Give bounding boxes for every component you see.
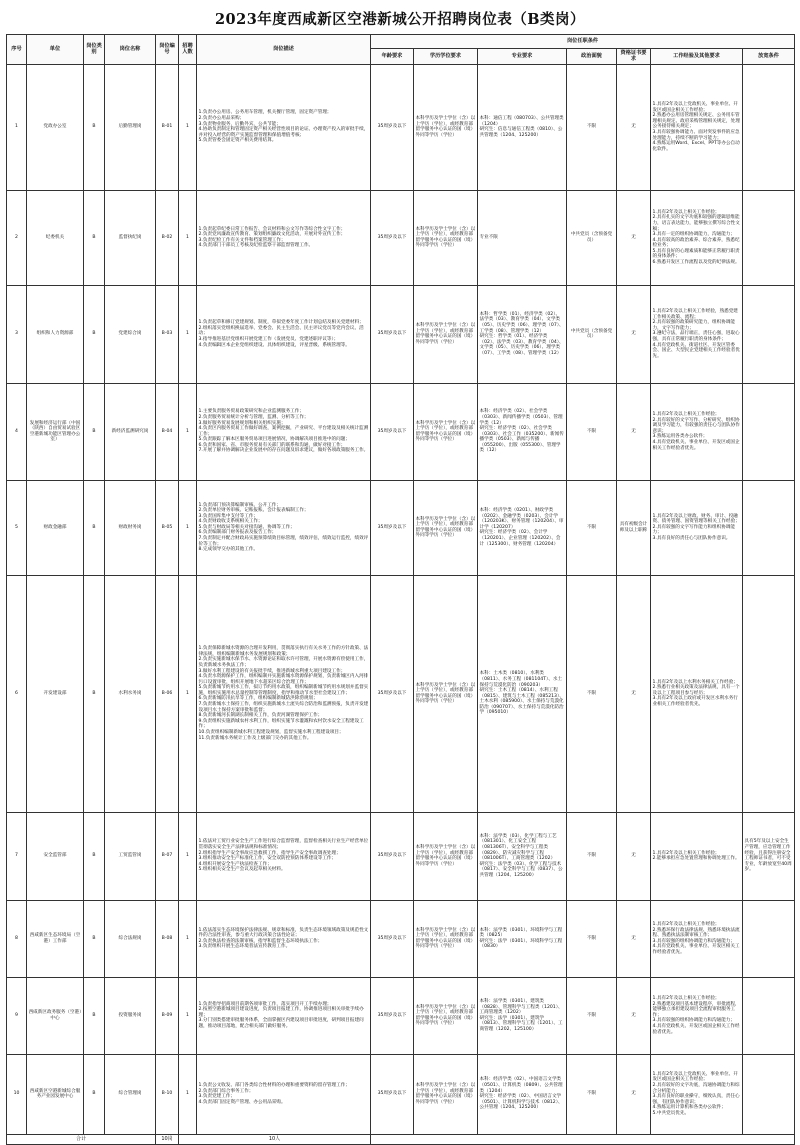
row-count: 1 — [179, 285, 197, 383]
row-desc: 1.负责办公用房、公务用车管理，机关餐厅管理，固定资产管理； 2.负责办公用品采购； 3.负责物业服务，后勤外宾，公共节能； 4.协助负责制定和管理固定资产相关经营性项目的论证、办理资产投入的审批手续，并对投入经营的资产实施监督管理和保值增值考核； 5.负责管委会固定资产相关费用结算。 — [197, 64, 371, 190]
row-count: 1 — [179, 64, 197, 190]
row-age: 35周岁及以下 — [371, 285, 414, 383]
row-seq: 5 — [7, 480, 27, 575]
row-seq: 6 — [7, 575, 27, 812]
header-unit: 单位 — [27, 35, 84, 65]
row-desc: 1.负责公文收发、部门各类综合性材料的办理和重要资料的留存管理工作； 2.负责部门综合事务工作； 3.负责党建工作； 4.负责部门固定资产管理、办公用品采购。 — [197, 1054, 371, 1134]
row-cert: 无 — [617, 64, 651, 190]
row-edu: 本科学历及学士学位（含）以上学历（学位），或经教育部留学服务中心认证的国（境）外同等学历（学位） — [414, 812, 478, 900]
row-major: 专业不限 — [478, 190, 567, 285]
row-count: 1 — [179, 1054, 197, 1134]
row-political: 不限 — [567, 64, 617, 190]
row-post-name: 综合管理岗 — [105, 1054, 156, 1134]
row-major: 本科：法学类（03）、化学工程与工艺（081301）、化工安全工程（081306T）、安全科学与工程类（0829）、防灾减灾科学与工程（081006T）、工商管理类（1202） 研究生：法学类（03）、化学工程与技术（0817）、安全科学与工程（0837）、公共管理（1204、125200） — [478, 812, 567, 900]
row-post-code: B-05 — [156, 480, 179, 575]
row-count: 1 — [179, 977, 197, 1054]
table-row — [7, 900, 795, 977]
row-political: 不限 — [567, 1054, 617, 1134]
row-age: 35周岁及以下 — [371, 900, 414, 977]
row-seq: 7 — [7, 812, 27, 900]
total-people: 10人 — [179, 1134, 371, 1144]
row-remark — [743, 190, 795, 285]
row-major: 本科：土木类（0810）、水利类（0811）、水务工程（081104T）、水土保持与荒漠化防治（090203） 研究生：土木工程（0814）、水利工程（0815）、建筑与土木工程（085213）、土木水利（085900）、水土保持与荒漠化防治（090707）、水土保持与荒漠化防治学（095010） — [478, 575, 567, 812]
row-exp: 1.具有2年及以上相关工作经验； 2.能够承担应急处置管理和协调处理工作。 — [651, 812, 743, 900]
row-political: 不限 — [567, 383, 617, 480]
table-row — [7, 383, 795, 480]
header-major: 专业要求 — [478, 49, 567, 65]
row-age: 35周岁及以下 — [371, 190, 414, 285]
table-row — [7, 480, 795, 575]
row-age: 35周岁及以下 — [371, 977, 414, 1054]
row-political: 中共党员（含预备党员） — [567, 190, 617, 285]
row-seq: 1 — [7, 64, 27, 190]
row-post-code: B-07 — [156, 812, 179, 900]
row-age: 35周岁及以下 — [371, 480, 414, 575]
row-remark — [743, 1054, 795, 1134]
row-desc: 1.负责保障新城水资源的合理开发利用，贯彻落实执行有关水务工作的方针政策、法律法规，组织编制新城水务发展规划和政策； 2.负责实施新城水保节水、水资源论证和取水许可管理，开展水资源有偿使用工作，负责新城水务执法工作； 3.做好水利工程建设的有关报批手续，推进新城水利重大项目建设工作； 4.负责水资源保护工作，组织编制并实施新城水资源保护规划，负责新城区内入河排污口设置审批，组织开展地下水超采区综合治理工作； 5.负责新城节约用水工作，拟订节约用水政策，组织编制新城节约用水规划并监督实施，组织实施用水总量控制等管理制度，指导和推动节水型社会建设工作； 6.负责新城防汛抗旱等工作，组织编制新城防洪除涝规划； 7.负责新城水土保持工作，组织实施新城水土流失综合防治和监测预报，负责开发建设项目水土保持方案审批和监督； 8.负责新城河长制湖长制相关工作，负责河湖管理保护工作； 9.负责组织实施新城农村水利工作，组织实施节水灌溉和农村饮水安全工程建设工作； 10.负责组织编制新城水利工程建设规划，监督实施水利工程建设项目； 11.负责新城水务统计工作及上级部门交办的其他工作。 — [197, 575, 371, 812]
row-major: 本科：哲学类（01）、经济学类（02）、法学类（03）、教育学类（04）、文学类（05）、历史学类（06）、理学类（07）、工学类（08）、管理学类（12） 研究生：哲学类（01）、经济学类（02）、法学类（03）、教育学类（04）、文学类（05）、历史学类（06）、理学类（07）、工学类（08）、管理学类（12） — [478, 285, 567, 383]
row-post-code: B-04 — [156, 383, 179, 480]
row-exp: 1.具有2年及以上党政机关、事业单位、开发区或国企相关工作经验； 2.熟悉办公用房管理相关规定、公务用车管理相关规定、政府采购管理相关规定，处理公务接待相关规定； 3.具有较强协调能力、面对突发事件的应急处理能力，持续不断的学习能力； 4.熟练运用Word、Excel、PPT等办公自动化软件。 — [651, 64, 743, 190]
row-category: B — [84, 1054, 105, 1134]
row-exp: 1.具有2年及以上相关工作经验； 2.具有扎实的文字功底和较强的逻辑思维能力，语言表达能力，能够独立撰写综合性文稿； 3.具有一定的组织协调能力，沟通能力； 4.具有较高的政治素养、综合素养，熟悉纪检业务； 5.具有良好的心理素质和能够正常履行职责的身体条件； 6.熟悉开发区工作流程以及党的纪律法规。 — [651, 190, 743, 285]
row-remark — [743, 64, 795, 190]
header-desc: 岗位描述 — [197, 35, 371, 65]
row-unit: 组织和人力资源部 — [27, 285, 84, 383]
row-category: B — [84, 64, 105, 190]
row-post-code: B-10 — [156, 1054, 179, 1134]
row-age: 35周岁及以下 — [371, 1054, 414, 1134]
row-post-name: 新经济监测研究岗 — [105, 383, 156, 480]
row-count: 1 — [179, 812, 197, 900]
row-exp: 1.具有2年及以上水利水务相关工作经验； 2.熟悉行业相关政策及法律法规，具有一个及以上工程项目参与经历； 3.具有2年及以上政府或开发区水利水务行业相关工作经验者优先。 — [651, 575, 743, 812]
header-conditions: 岗位任职条件 — [371, 35, 795, 49]
row-unit: 发展和经济运行部（中国（陕西）自由贸易试验区空港新城功能区管理办公室） — [27, 383, 84, 480]
row-post-name: 监督执纪岗 — [105, 190, 156, 285]
row-seq: 2 — [7, 190, 27, 285]
table-row — [7, 190, 795, 285]
table-row — [7, 285, 795, 383]
total-posts: 10岗 — [156, 1134, 179, 1144]
row-desc: 1.主要负责服务贸易政策研究和企业监测服务工作； 2.负责服务贸易统计分析与管理，监测、分析等工作； 3.做好服务贸易发展规划和相关组织实施； 4.负责区内服务贸易工作做好调查，案例挖掘，产业研究、平台建设及相关统计监测工作； 5.负责跟踪了解本区服务贸易项目进展情况，协调解决项目推进中的问题； 6.负责和国家、省、市服务贸易有关部门的联系和沟通，做好对接工作； 7.开展了解并协调解决企业发展中的存在问题及诉求建议，做好各项政策服务工作。 — [197, 383, 371, 480]
header-edu: 学历学位要求 — [414, 49, 478, 65]
row-category: B — [84, 812, 105, 900]
row-cert: 无 — [617, 383, 651, 480]
row-edu: 本科学历及学士学位（含）以上学历（学位），或经教育部留学服务中心认证的国（境）外同等学历（学位） — [414, 977, 478, 1054]
row-political: 不限 — [567, 977, 617, 1054]
row-category: B — [84, 480, 105, 575]
row-count: 1 — [179, 575, 197, 812]
row-exp: 1.具有2年及以上财政、财务、审计、投融资、债务管理、国资管理等相关工作经验； 2.具有较强的文字写作能力和组织协调能力； 3.具有良好的责任心与团队协作意识。 — [651, 480, 743, 575]
row-age: 35周岁及以下 — [371, 383, 414, 480]
header-political: 政治面貌 — [567, 49, 617, 65]
header-count: 招聘人数 — [179, 35, 197, 65]
row-cert: 无 — [617, 190, 651, 285]
row-remark — [743, 480, 795, 575]
row-seq: 4 — [7, 383, 27, 480]
row-category: B — [84, 190, 105, 285]
row-post-code: B-09 — [156, 977, 179, 1054]
table-row — [7, 64, 795, 190]
row-desc: 1.负责起草和修订党建规划、制度，草拟党委年度工作计划总结及相关党建材料； 2.组织落实党组织换届选举、党委会、民主生活会、民主评议党员等党内会议、活动； 3.指导推进基层党组织开展党建工作（发展党员、党建述职评议等）； 4.负责编辑区本企业党组织建设、具体组织建设，评星晋级、系统管理等。 — [197, 285, 371, 383]
row-edu: 本科学历及学士学位（含）以上学历（学位），或经教育部留学服务中心认证的国（境）外同等学历（学位） — [414, 285, 478, 383]
row-remark — [743, 383, 795, 480]
row-edu: 本科学历及学士学位（含）以上学历（学位），或经教育部留学服务中心认证的国（境）外同等学历（学位） — [414, 383, 478, 480]
row-major: 本科：法学类（0301）、建筑类（0828）、管理科学与工程类（1201）、工商管理类（1202） 研究生：法学（0301）、建筑学（0813）、管理科学与工程（1201）、工商管理（1202、125100） — [478, 977, 567, 1054]
row-count: 1 — [179, 190, 197, 285]
row-edu: 本科学历及学士学位（含）以上学历（学位），或经教育部留学服务中心认证的国（境）外同等学历（学位） — [414, 64, 478, 190]
row-post-name: 投资服务岗 — [105, 977, 156, 1054]
row-seq: 10 — [7, 1054, 27, 1134]
row-exp: 1.具有2年及以上相关工作经验； 2.具有较好的文字写作、分析研究、组织协调及学习能力，有较强的责任心与团队协作意识； 3.熟练运用各类办公软件； 4.具有党政机关、事业单位、开发区或国企相关工作经验者优先。 — [651, 383, 743, 480]
row-cert: 无 — [617, 285, 651, 383]
row-remark — [743, 575, 795, 812]
table-row — [7, 812, 795, 900]
row-desc: 1.依法对工贸行业安全生产工作进行综合监督管理，监督检查相关行业生产经营单位贯彻落实安全生产法律法规和标准情况； 2.组织指导生产安全事故应急救援工作，指导生产安全事故调查处理； 3.组织推动安全生产标准化工作，安全双防控预防体系建设等工作； 4.组织开展安全生产执法检查工作； 5.组织相关安全生产会议及起草相关材料。 — [197, 812, 371, 900]
row-category: B — [84, 575, 105, 812]
row-major: 本科：通信工程（080703）、公共管理类（1204） 研究生：信息与通信工程类（0810）、公共管理类（1204、125200） — [478, 64, 567, 190]
row-major: 本科：经济学类（02）、社会学类（0303）、新闻传播学类（0503）、管理学类（12） 研究生：经济学类（02）、社会学类（0303）、社会工作（035200）、新闻传播学类（0503）、新闻与传播（055200）、出版（055300）、管理学类（12） — [478, 383, 567, 480]
row-post-code: B-08 — [156, 900, 179, 977]
row-seq: 9 — [7, 977, 27, 1054]
page-title: 2023年度西咸新区空港新城公开招聘岗位表（B类岗） — [214, 11, 586, 28]
header-cert: 资格证书要求 — [617, 49, 651, 65]
header-post-name: 岗位名称 — [105, 35, 156, 65]
row-seq: 3 — [7, 285, 27, 383]
row-unit: 西咸新区空港新城综合服务产业园发展中心 — [27, 1054, 84, 1134]
table-body — [7, 64, 795, 1134]
row-exp: 1.具有2年及以上相关工作经验； 2.熟悉建设项目基本建设程序，审批流程，能够独立承担建设项目全流程审批服务工作； 3.具有较强的组织协调能力和沟通能力； 4.具有党政机关、开发区或国企相关工作经验者优先。 — [651, 977, 743, 1054]
row-exp: 1.具有2年及以上相关工作经验，熟悉党建工作相关政策、流程； 2.具有较强的政策研究能力，组织协调能力，文字写作能力； 3.遵纪守法，品行端正，责任心强，进取心强，具有正常履行职责的身体条件； 4.具有党政机关、街道社区、开发区管委会、国企、大型民企党建相关工作经验者优先。 — [651, 285, 743, 383]
row-cert: 无 — [617, 575, 651, 812]
row-major: 本科：经济学类（02）、中国语言文学类（0501）、计算机类（0809）、公共管理类（1204） 研究生：经济学类（02）、中国语言文学（0501）、计算机科学与技术（0812）、公共管理（1204、125200） — [478, 1054, 567, 1134]
row-post-name: 水利水务岗 — [105, 575, 156, 812]
row-edu: 本科学历及学士学位（含）以上学历（学位），或经教育部留学服务中心认证的国（境）外同等学历（学位） — [414, 900, 478, 977]
row-desc: 1.负责起草纪委日常工作报告、会议材料和公文写作等综合性文字工作； 2.负责党风廉政宣传教育、策划组织廉政文化活动，开展对外宣传工作； 3.负责纪检工作有关文件和档案管理工作； 4.负责部门干部员工考核及纪检监察干部监督管理工作。 — [197, 190, 371, 285]
row-count: 1 — [179, 900, 197, 977]
row-unit: 西咸新区生态环境局（空港）工作部 — [27, 900, 84, 977]
row-cert: 无 — [617, 900, 651, 977]
row-age: 35周岁及以下 — [371, 812, 414, 900]
row-remark: 具有5年及以上安全生产管理，应急管理工作经验，且获得注册安全工程师证书者，可不受专业，年龄放宽至40周岁。 — [743, 812, 795, 900]
row-political: 不限 — [567, 812, 617, 900]
row-cert: 无 — [617, 812, 651, 900]
row-seq: 8 — [7, 900, 27, 977]
header-remark: 放宽条件 — [743, 49, 795, 65]
row-age: 35周岁及以下 — [371, 575, 414, 812]
row-remark — [743, 900, 795, 977]
row-major: 本科：经济学类（0201）、财政学类（0202）、金融学类（0203）、会计学（120203K）、财务管理（120204）、审计学（120207） 研究生：经济学类（02）、会计学（120201）、企业管理（120202）、会计（125300）、财务管理（120204） — [478, 480, 567, 575]
row-unit: 党政办公室 — [27, 64, 84, 190]
row-post-name: 后勤管理岗 — [105, 64, 156, 190]
row-unit: 安全监管部 — [27, 812, 84, 900]
table-row — [7, 1054, 795, 1134]
row-category: B — [84, 977, 105, 1054]
row-post-name: 党建综合岗 — [105, 285, 156, 383]
row-post-name: 综合法规岗 — [105, 900, 156, 977]
row-major: 本科：法学类（0301）、环境科学与工程类（0825） 研究生：法学（0301）、环境科学与工程（0830） — [478, 900, 567, 977]
row-edu: 本科学历及学士学位（含）以上学历（学位），或经教育部留学服务中心认证的国（境）外同等学历（学位） — [414, 1054, 478, 1134]
header-seq: 序号 — [7, 35, 27, 65]
row-exp: 1.具有2年及以上相关工作经验； 2.熟悉环保行政法律法规、熟悉环境执法流程、熟悉执法法制审核工作； 3.具有较强的组织协调能力和沟通能力； 4.具有党政机关、事业单位、开发区相关工作经验者优先。 — [651, 900, 743, 977]
row-post-name: 财政财务岗 — [105, 480, 156, 575]
row-edu: 本科学历及学士学位（含）以上学历（学位），或经教育部留学服务中心认证的国（境）外同等学历（学位） — [414, 575, 478, 812]
recruitment-table — [6, 34, 795, 1145]
row-category: B — [84, 383, 105, 480]
row-category: B — [84, 285, 105, 383]
table-row — [7, 575, 795, 812]
total-blank — [371, 1134, 795, 1144]
row-political: 不限 — [567, 480, 617, 575]
row-age: 35周岁及以下 — [371, 64, 414, 190]
row-post-code: B-06 — [156, 575, 179, 812]
row-exp: 1.具有2年及以上党政机关、事业单位、开发区或国企相关工作经验； 2.具有较好的文字功底，沟通协调能力和综合分析能力； 3.具有良好的职业操守，细致认真，责任心强，有团队协作意识； 4.熟练运用计算机和各类办公软件； 5.中共党员优先。 — [651, 1054, 743, 1134]
row-post-code: B-02 — [156, 190, 179, 285]
row-post-code: B-01 — [156, 64, 179, 190]
header-age: 年龄要求 — [371, 49, 414, 65]
total-label: 合计 — [7, 1134, 156, 1144]
row-political: 中共党员（含预备党员） — [567, 285, 617, 383]
header-category: 岗位类别 — [84, 35, 105, 65]
table-row — [7, 977, 795, 1054]
row-cert: 具有初级会计师及以上职称 — [617, 480, 651, 575]
row-count: 1 — [179, 480, 197, 575]
row-post-name: 工贸监管岗 — [105, 812, 156, 900]
row-cert: 无 — [617, 977, 651, 1054]
header-exp: 工作经验及其他要求 — [651, 49, 743, 65]
total-row — [7, 1134, 795, 1144]
row-remark — [743, 977, 795, 1054]
row-political: 不限 — [567, 575, 617, 812]
row-edu: 本科学历及学士学位（含）以上学历（学位），或经教育部留学服务中心认证的国（境）外同等学历（学位） — [414, 190, 478, 285]
row-count: 1 — [179, 383, 197, 480]
row-category: B — [84, 900, 105, 977]
row-political: 不限 — [567, 900, 617, 977]
row-remark — [743, 285, 795, 383]
row-desc: 1.负责指导招商项目前期各项审批工作，落实项目开工手续办理； 2.按照空港新城项目建设进度，负责项目报建工作，协调推进项目相关审批手续办理； 3.分门别类搭建审批服务体系，全面掌握区内建设项目审批进度，研判项目报建问题，推动项目落地，配合相关部门做好服务。 — [197, 977, 371, 1054]
row-desc: 1.负责部门预决算编制审核、公开工作； 2.负责单位财务审核、记账报账、会计报表编制工作； 3.负责国库集中支付等工作； 4.负责财政收支系统相关工作； 5.负责与财政局等相关对接沟通、协调等工作； 6.负责编制部门财务报表及报告工作； 7.负责制定并配合财政局实施预算绩效目标管理，绩效评估，绩效运行监控，绩效评价等工作； 8.完成领导交办的其他工作。 — [197, 480, 371, 575]
row-cert: 无 — [617, 1054, 651, 1134]
row-post-code: B-03 — [156, 285, 179, 383]
row-unit: 纪委机关 — [27, 190, 84, 285]
row-desc: 1.依法落实生态环境保护法律法规、规章和标准，负责生态环境领域政策及规范性文件的合法性审查，参与重大行政决策合法性论证； 2.负责执法检查的法制审核，指导和监督生态环境执法工作； 3.负责组织开展生态环境普法宣传教育工作。 — [197, 900, 371, 977]
header-post-code: 岗位编号 — [156, 35, 179, 65]
row-unit: 开发建设部 — [27, 575, 84, 812]
row-unit: 西咸新区政务服务（空港）中心 — [27, 977, 84, 1054]
row-edu: 本科学历及学士学位（含）以上学历（学位），或经教育部留学服务中心认证的国（境）外同等学历（学位） — [414, 480, 478, 575]
row-unit: 财政金融部 — [27, 480, 84, 575]
